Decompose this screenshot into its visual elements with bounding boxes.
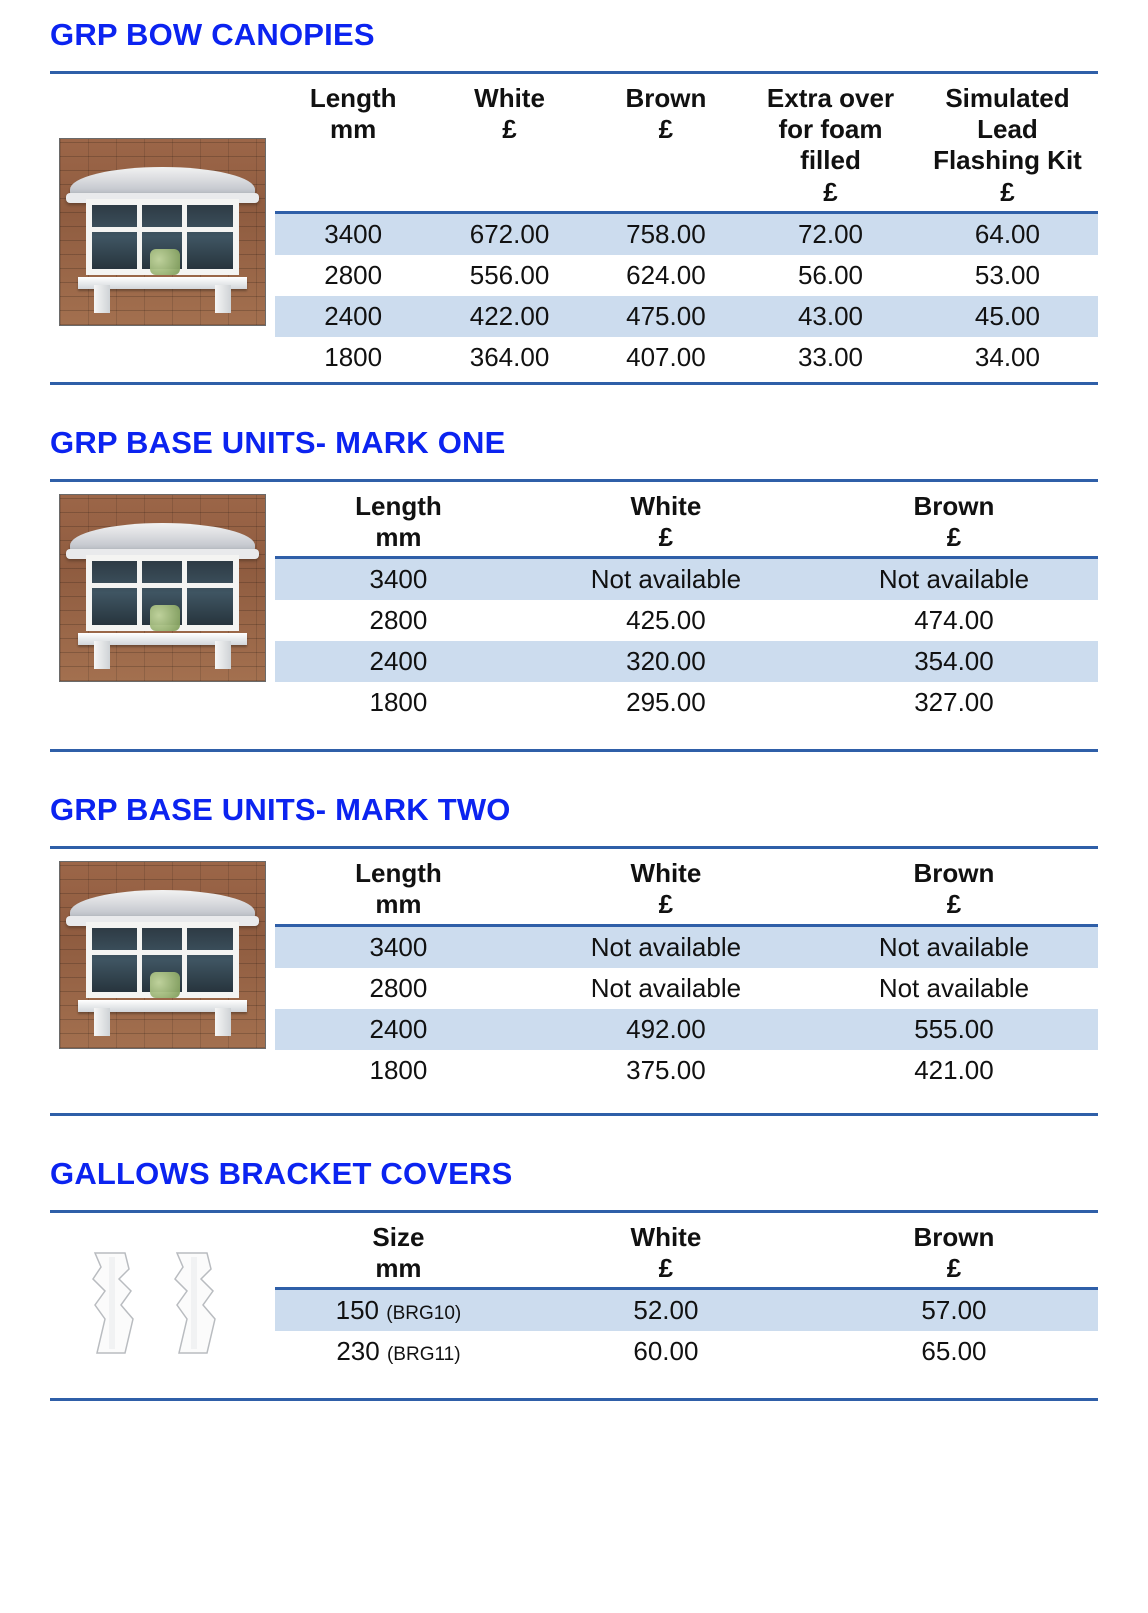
product-code: (BRG10)	[386, 1302, 462, 1324]
column-header-length: Length mm	[355, 490, 442, 552]
divider-top	[50, 479, 1098, 482]
table-header-row	[275, 855, 1098, 925]
table-header-row	[275, 1219, 1098, 1289]
table-row: 2800 556.00 624.00 56.00 53.00	[324, 259, 1040, 290]
table-row: 3400 Not available Not available	[275, 558, 1098, 601]
divider-bottom	[50, 1113, 1098, 1116]
mark-one-block	[50, 479, 1098, 752]
product-code: (BRG11)	[386, 1343, 461, 1365]
mark-one-table-wrap	[275, 488, 1098, 723]
column-header-brown: Brown £	[913, 1221, 995, 1283]
divider-top	[50, 71, 1098, 74]
column-header-brown: Brown £	[625, 83, 707, 145]
section-grp-base-units-mark-one	[0, 425, 1148, 752]
table-row: 3400 Not available Not available	[275, 925, 1098, 968]
divider-bottom	[50, 1398, 1098, 1401]
gallows-table-wrap	[275, 1219, 1098, 1372]
section-title-mark-two: GRP BASE UNITS- MARK TWO	[50, 792, 511, 828]
gallows-block	[50, 1210, 1098, 1401]
column-header-brown: Brown £	[913, 858, 995, 920]
bow-canopies-price-table	[275, 80, 1098, 378]
gallows-bracket-left-icon	[85, 1249, 147, 1357]
table-row: 230 (BRG11) 60.00 65.00	[275, 1331, 1098, 1372]
table-row: 1800 364.00 407.00 33.00 34.00	[324, 341, 1040, 372]
size-cell: 230 (BRG11)	[336, 1335, 461, 1366]
column-header-length: Length mm	[309, 83, 397, 145]
bow-canopy-photo	[59, 861, 266, 1049]
mark-two-image-wrap	[50, 855, 275, 1049]
divider-bottom	[50, 382, 1098, 385]
bow-canopy-photo	[59, 494, 266, 682]
mark-two-block	[50, 846, 1098, 1115]
divider-top	[50, 1210, 1098, 1213]
gallows-image-wrap	[50, 1219, 275, 1357]
page-title: GRP BOW CANOPIES	[50, 17, 375, 52]
size-cell: 150 (BRG10)	[275, 1288, 522, 1331]
divider-bottom	[50, 749, 1098, 752]
mark-two-table-wrap	[275, 855, 1098, 1090]
table-row: 2400 422.00 475.00 43.00 45.00	[275, 296, 1098, 337]
bow-canopies-block	[50, 71, 1098, 385]
column-header-white: White £	[630, 858, 702, 920]
column-header-white: White £	[474, 83, 545, 145]
table-row: 2400 492.00 555.00	[275, 1009, 1098, 1050]
column-header-size: Size mm	[372, 1221, 425, 1283]
mark-one-price-table	[275, 488, 1098, 723]
mark-two-price-table	[275, 855, 1098, 1090]
mark-one-image-wrap	[50, 488, 275, 682]
column-header-foam-filled: Extra over for foam filled £	[766, 83, 895, 207]
table-row: 2400 320.00 354.00	[275, 641, 1098, 682]
section-title-mark-one: GRP BASE UNITS- MARK ONE	[50, 424, 506, 460]
table-row: 1800 295.00 327.00	[369, 687, 994, 718]
gallows-price-table	[275, 1219, 1098, 1372]
table-row: 2800 Not available Not available	[369, 972, 1030, 1003]
table-header-row	[275, 80, 1098, 212]
section-title-gallows: GALLOWS BRACKET COVERS	[50, 1155, 513, 1191]
table-row: 3400 672.00 758.00 72.00 64.00	[275, 212, 1098, 255]
table-row: 2800 425.00 474.00	[369, 605, 994, 636]
gallows-bracket-right-icon	[167, 1249, 229, 1357]
bow-canopies-table-wrap	[275, 80, 1098, 378]
section-grp-bow-canopies	[0, 0, 1148, 385]
column-header-brown: Brown £	[913, 490, 995, 552]
bow-canopy-photo	[59, 138, 266, 326]
column-header-white: White £	[630, 1221, 702, 1283]
section-grp-base-units-mark-two	[0, 792, 1148, 1115]
table-row: 150 (BRG10) 52.00 57.00	[275, 1288, 1098, 1331]
divider-top	[50, 846, 1098, 849]
section-gallows-bracket-covers	[0, 1156, 1148, 1401]
bow-canopy-image-wrap	[50, 80, 275, 326]
table-row: 1800 375.00 421.00	[369, 1054, 994, 1085]
column-header-flashing-kit: Simulated Lead Flashing Kit £	[933, 83, 1082, 207]
gallows-brackets-illustration	[63, 1247, 263, 1357]
table-header-row	[275, 488, 1098, 558]
column-header-length: Length mm	[355, 858, 442, 920]
column-header-white: White £	[630, 490, 702, 552]
